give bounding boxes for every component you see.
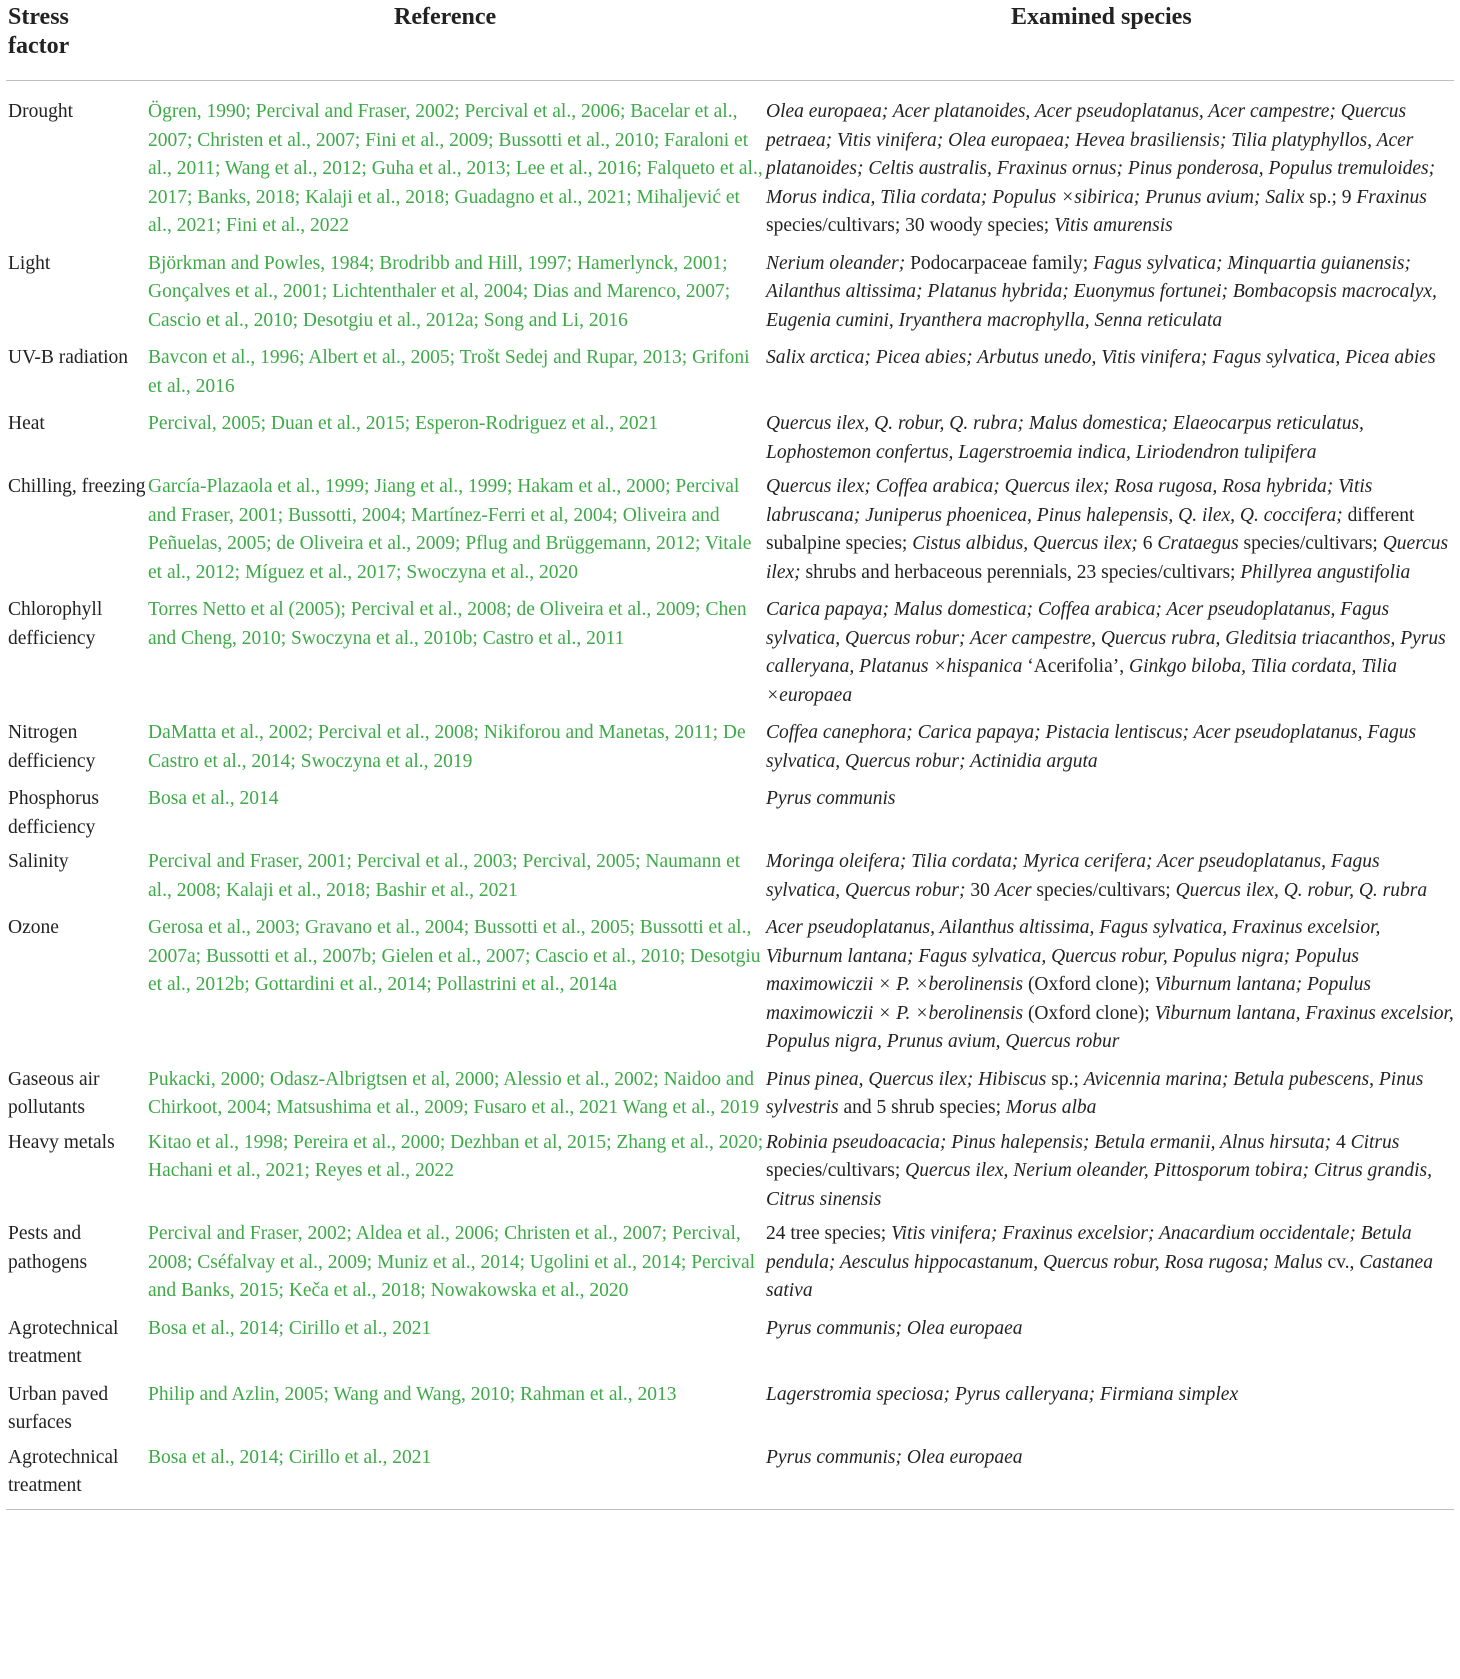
species-name-italic: Salix arctica; Picea abies; Arbutus unedo, Vitis vinifera; Fagus sylvatica, Picea abies bbox=[766, 347, 1436, 368]
species-text: (Oxford clone); bbox=[1023, 1002, 1155, 1024]
reference-link[interactable]: Bosa et al., 2014; Cirillo et al., 2021 bbox=[148, 1317, 432, 1339]
reference-link[interactable]: Philip and Azlin, 2005; Wang and Wang, 2010; Rahman et al., 2013 bbox=[148, 1383, 677, 1405]
species-name-italic: Fraxinus bbox=[1356, 186, 1427, 208]
header-reference: Reference bbox=[394, 4, 497, 30]
stress-factor-cell: Phosphorus defficiency bbox=[8, 788, 100, 838]
stress-factor-cell: Chilling, freezing bbox=[8, 476, 146, 497]
species-name-italic: Olea europaea; Acer platanoides, Acer pseudoplatanus, Acer campestre; Quercus petraea; Vitis vinifera; Olea europaea; Hevea brasiliensis; Tilia platyphyllos, Acer platanoides; Celtis australis, Fraxinus ornus; Pinus ponderosa, Populus tremuloides; Morus indica, Tilia cordata; Populus ×sibirica; Prunus avium; Salix bbox=[766, 101, 1436, 208]
species-name-italic: Viburnum lantana, Fraxinus excelsior, Populus nigra, Prunus avium, Quercus robur bbox=[766, 1002, 1454, 1052]
species-name-italic: Vitis vinifera; Fraxinus excelsior; Anacardium occidentale; Betula pendula; Aesculus hippocastanum, Quercus robur, Rosa rugosa; Malus bbox=[766, 1223, 1412, 1273]
species-text: sp.; bbox=[1046, 1068, 1084, 1090]
reference-link[interactable]: Pukacki, 2000; Odasz-Albrigtsen et al, 2000; Alessio et al., 2002; Naidoo and Chirkoot, 2004; Matsushima et al., 2009; Fusaro et al., 2021 Wang et al., 2019 bbox=[148, 1068, 760, 1118]
reference-link[interactable]: Kitao et al., 1998; Pereira et al., 2000; Dezhban et al, 2015; Zhang et al., 2020; Hachani et al., 2021; Reyes et al., 2022 bbox=[148, 1131, 764, 1181]
table-bottom-rule bbox=[6, 1509, 1454, 1510]
species-name-italic: Quercus ilex, Q. robur, Q. rubra; Malus domestica; Elaeocarpus reticulatus, Lophostemon confertus, Lagerstroemia indica, Liriodendron tulipifera bbox=[766, 413, 1364, 463]
table-row bbox=[6, 250, 1454, 336]
reference-link[interactable]: Percival and Fraser, 2001; Percival et al., 2003; Percival, 2005; Naumann et al., 2008; Kalaji et al., 2018; Bashir et al., 2021 bbox=[148, 851, 741, 901]
stress-factor-cell: Heat bbox=[8, 413, 45, 434]
reference-link[interactable]: Ögren, 1990; Percival and Fraser, 2002; Percival et al., 2006; Bacelar et al., 2007; Christen et al., 2007; Fini et al., 2009; Bussotti et al., 2010; Faraloni et al., 2011; Wang et al., 2012; Guha et al., 2013; Lee et al., 2016; Falqueto et al., 2017; Banks, 2018; Kalaji et al., 2018; Guadagno et al., 2021; Mihaljević et al., 2021; Fini et al., 2022 bbox=[148, 101, 763, 236]
stress-factor-cell: Salinity bbox=[8, 851, 69, 872]
species-name-italic: Viburnum lantana; Populus maximowiczii × P. ×berolinensis bbox=[766, 974, 1371, 1024]
species-name-italic: Acer bbox=[994, 879, 1032, 901]
table-row bbox=[6, 785, 1454, 842]
species-name-italic: Phillyrea angustifolia bbox=[1240, 561, 1411, 583]
species-name-italic: Vitis amurensis bbox=[1054, 215, 1173, 236]
species-name-italic: Carica papaya; Malus domestica; Coffea arabica; Acer pseudoplatanus, Fagus sylvatica, Quercus robur; Acer campestre, Quercus rubra, Gleditsia triacanthos, Pyrus calleryana, Platanus ×hispanica bbox=[766, 599, 1446, 677]
reference-link[interactable]: DaMatta et al., 2002; Percival et al., 2008; Nikiforou and Manetas, 2011; De Castro et al., 2014; Swoczyna et al., 2019 bbox=[148, 722, 746, 772]
species-name-italic: Pyrus communis; Olea europaea bbox=[766, 1446, 1023, 1468]
stress-factor-cell: Heavy metals bbox=[8, 1131, 115, 1153]
header-examined-species: Examined species bbox=[1011, 4, 1192, 30]
examined-species-cell bbox=[766, 914, 1454, 1057]
reference-link[interactable]: García-Plazaola et al., 1999; Jiang et al., 1999; Hakam et al., 2000; Percival and Fraser, 2001; Bussotti, 2004; Martínez-Ferri et al, 2004; Oliveira and Peñuelas, 2005; de Oliveira et al., 2009; Pflug and Brüggemann, 2012; Vitale et al., 2012; Míguez et al., 2017; Swoczyna et al., 2020 bbox=[148, 476, 752, 583]
examined-species-cell bbox=[766, 1444, 1454, 1501]
examined-species-cell bbox=[766, 1315, 1454, 1372]
species-text: ‘Acerifolia’, bbox=[1022, 656, 1129, 677]
stress-factor-cell: Agrotechnical treatment bbox=[8, 1446, 119, 1496]
species-text: (Oxford clone); bbox=[1023, 974, 1155, 995]
examined-species-cell bbox=[766, 410, 1454, 467]
reference-link[interactable]: Bosa et al., 2014; Cirillo et al., 2021 bbox=[148, 1446, 432, 1468]
stress-factor-cell: Gaseous air pollutants bbox=[8, 1068, 100, 1118]
species-text: and 5 shrub species; bbox=[838, 1097, 1006, 1118]
species-name-italic: Crataegus bbox=[1157, 533, 1239, 554]
table-body bbox=[6, 81, 1454, 1501]
stress-factor-cell: Light bbox=[8, 252, 51, 274]
reference-link[interactable]: Percival and Fraser, 2002; Aldea et al., 2006; Christen et al., 2007; Percival, 2008; Cséfalvay et al., 2009; Muniz et al., 2014; Ugolini et al., 2014; Percival and Banks, 2015; Keča et al., 2018; Nowakowska et al., 2020 bbox=[148, 1223, 756, 1301]
species-text: species/cultivars; bbox=[1031, 879, 1176, 901]
species-name-italic: Cistus albidus, Quercus ilex; bbox=[912, 533, 1138, 554]
species-text: species/cultivars; 30 woody species; bbox=[766, 215, 1055, 236]
species-name-italic: Pinus pinea, Quercus ilex; Hibiscus bbox=[766, 1068, 1047, 1090]
species-name-italic: Quercus ilex, Nerium oleander, Pittosporum tobira; Citrus grandis, Citrus sinensis bbox=[766, 1160, 1433, 1210]
stress-factor-table bbox=[6, 0, 1454, 1510]
table-row bbox=[6, 1129, 1454, 1215]
examined-species-cell bbox=[766, 1066, 1454, 1123]
examined-species-cell bbox=[766, 785, 1454, 842]
species-text: 6 bbox=[1137, 533, 1158, 554]
species-name-italic: Coffea canephora; Carica papaya; Pistacia lentiscus; Acer pseudoplatanus, Fagus sylvatica, Quercus robur; Actinidia arguta bbox=[766, 722, 1417, 772]
examined-species-cell bbox=[766, 473, 1454, 587]
species-name-italic: Quercus ilex, Q. robur, Q. rubra bbox=[1175, 879, 1428, 901]
species-text: species/cultivars; bbox=[1238, 533, 1383, 554]
reference-link[interactable]: Bavcon et al., 1996; Albert et al., 2005; Trošt Sedej and Rupar, 2013; Grifoni et al., 2016 bbox=[148, 347, 750, 397]
table-row bbox=[6, 719, 1454, 776]
stress-factor-cell: Nitrogen defficiency bbox=[8, 722, 96, 772]
species-text: cv., bbox=[1322, 1251, 1360, 1273]
stress-factor-cell: Chlorophyll defficiency bbox=[8, 599, 103, 649]
table-row bbox=[6, 410, 1454, 467]
table-header bbox=[6, 0, 1454, 81]
species-name-italic: Pyrus communis bbox=[766, 788, 896, 809]
table-row bbox=[6, 1315, 1454, 1372]
reference-link[interactable]: Gerosa et al., 2003; Gravano et al., 2004; Bussotti et al., 2005; Bussotti et al., 2007a; Bussotti et al., 2007b; Gielen et al., 2007; Cascio et al., 2010; Desotgiu et al., 2012b; Gottardini et al., 2014; Pollastrini et al., 2014a bbox=[148, 917, 761, 995]
species-name-italic: Ginkgo biloba, Tilia cordata, Tilia ×europaea bbox=[766, 656, 1397, 706]
table-row bbox=[6, 344, 1454, 401]
species-text: 30 bbox=[965, 879, 995, 901]
examined-species-cell bbox=[766, 719, 1454, 776]
species-name-italic: Quercus ilex; Coffea arabica; Quercus ilex; Rosa rugosa, Rosa hybrida; Vitis labruscana; Juniperus phoenicea, Pinus halepensis, Q. ilex, Q. coccifera; bbox=[766, 476, 1373, 526]
examined-species-cell bbox=[766, 596, 1454, 710]
species-name-italic: Lagerstromia speciosa; Pyrus calleryana; Firmiana simplex bbox=[766, 1383, 1239, 1405]
species-name-italic: Morus alba bbox=[1005, 1097, 1097, 1118]
species-text: Podocarpaceae family; bbox=[905, 252, 1094, 274]
species-name-italic: Avicennia marina; Betula pubescens, Pinus sylvestris bbox=[766, 1068, 1424, 1118]
reference-link[interactable]: Percival, 2005; Duan et al., 2015; Esperon-Rodriguez et al., 2021 bbox=[148, 413, 659, 434]
table-row bbox=[6, 473, 1454, 587]
species-name-italic: Pyrus communis; Olea europaea bbox=[766, 1317, 1023, 1339]
species-name-italic: Citrus bbox=[1350, 1131, 1400, 1153]
reference-link[interactable]: Bosa et al., 2014 bbox=[148, 788, 279, 809]
reference-link[interactable]: Björkman and Powles, 1984; Brodribb and Hill, 1997; Hamerlynck, 2001; Gonçalves et al., 2001; Lichtenthaler et al, 2004; Dias and Marenco, 2007; Cascio et al., 2010; Desotgiu et al., 2012a; Song and Li, 2016 bbox=[148, 252, 731, 331]
examined-species-cell bbox=[766, 848, 1454, 905]
species-text: shrubs and herbaceous perennials, 23 species/cultivars; bbox=[800, 561, 1241, 583]
table-row bbox=[6, 1444, 1454, 1501]
table-row bbox=[6, 1066, 1454, 1123]
header-stress-factor: Stress factor bbox=[8, 4, 70, 59]
table-row bbox=[6, 1220, 1454, 1306]
examined-species-cell bbox=[766, 1129, 1454, 1215]
reference-link[interactable]: Torres Netto et al (2005); Percival et al., 2008; de Oliveira et al., 2009; Chen and Cheng, 2010; Swoczyna et al., 2010b; Castro et al., 2011 bbox=[148, 599, 747, 649]
table-row bbox=[6, 848, 1454, 905]
table-row bbox=[6, 914, 1454, 1057]
species-text: 24 tree species; bbox=[766, 1223, 892, 1244]
species-text: different subalpine species; bbox=[766, 504, 1415, 554]
species-text: 4 bbox=[1331, 1131, 1351, 1153]
species-name-italic: Castanea sativa bbox=[766, 1251, 1433, 1301]
species-text: species/cultivars; bbox=[766, 1160, 906, 1181]
examined-species-cell bbox=[766, 344, 1454, 401]
table-row bbox=[6, 1381, 1454, 1438]
species-name-italic: Nerium oleander; bbox=[766, 252, 906, 274]
species-name-italic: Quercus ilex; bbox=[766, 533, 1449, 583]
stress-factor-cell: Ozone bbox=[8, 917, 59, 938]
table-row bbox=[6, 596, 1454, 710]
examined-species-cell bbox=[766, 98, 1454, 241]
stress-factor-cell: Urban paved surfaces bbox=[8, 1383, 109, 1433]
species-name-italic: Fagus sylvatica; Minquartia guianensis; Ailanthus altissima; Platanus hybrida; Euonymus fortunei; Bombacopsis macrocalyx, Eugenia cumini, Iryanthera macrophylla, Senna reticulata bbox=[766, 252, 1437, 331]
species-text: sp.; 9 bbox=[1304, 186, 1357, 208]
examined-species-cell bbox=[766, 250, 1454, 336]
examined-species-cell bbox=[766, 1220, 1454, 1306]
stress-factor-cell: UV-B radiation bbox=[8, 347, 129, 368]
species-name-italic: Acer pseudoplatanus, Ailanthus altissima, Fagus sylvatica, Fraxinus excelsior, Viburnum lantana; Fagus sylvatica, Quercus robur, Populus nigra; Populus maximowiczii × P. ×berolinensis bbox=[766, 917, 1381, 995]
species-name-italic: Moringa oleifera; Tilia cordata; Myrica cerifera; Acer pseudoplatanus, Fagus sylvatica, Quercus robur; bbox=[766, 851, 1380, 901]
species-name-italic: Robinia pseudoacacia; Pinus halepensis; Betula ermanii, Alnus hirsuta; bbox=[766, 1131, 1332, 1153]
stress-factor-cell: Pests and pathogens bbox=[8, 1223, 88, 1273]
examined-species-cell bbox=[766, 1381, 1454, 1438]
table-row bbox=[6, 98, 1454, 241]
stress-factor-cell: Agrotechnical treatment bbox=[8, 1317, 119, 1367]
stress-factor-cell: Drought bbox=[8, 101, 73, 122]
